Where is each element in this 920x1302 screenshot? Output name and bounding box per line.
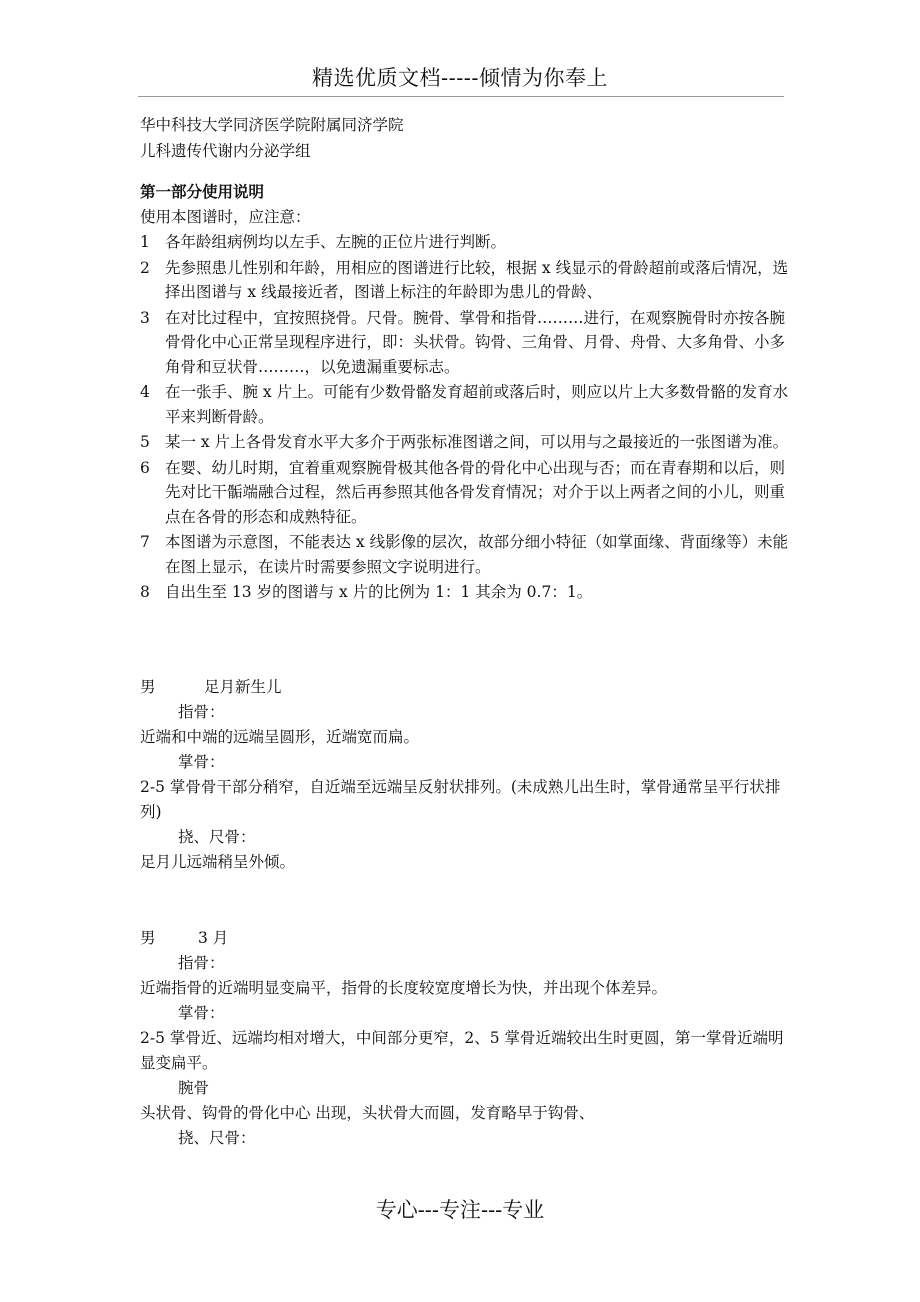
item-text: 在对比过程中，宜按照挠骨。尺骨。腕骨、掌骨和指骨………进行，在观察腕骨时亦按各腕骨骨化中心正常呈现程序进行，即：头状骨。钩骨、三角骨、月骨、舟骨、大多角骨、小多角骨和豆状骨………，以免遗漏重要标志。	[165, 308, 786, 376]
radius-label: 挠、尺骨：	[178, 827, 256, 846]
finger-text: 近端和中端的远端呈圆形，近端宽而扁。	[140, 727, 420, 746]
age-label: 足月新生儿	[204, 677, 282, 696]
metacarpal-text: 2-5 掌骨骨干部分稍窄，自近端至远端呈反射状排列。(未成熟儿出生时，掌骨通常呈平行状排列)	[140, 777, 781, 821]
affiliation-line-2: 儿科遗传代谢内分泌学组	[140, 142, 311, 160]
carpal-label: 腕骨	[178, 1078, 210, 1097]
affiliation-line-1: 华中科技大学同济医学院附属同济学院	[140, 116, 404, 134]
item-text: 先参照患儿性别和年龄，用相应的图谱进行比较，根据 x 线显示的骨龄超前或落后情况，选择出图谱与 x 线最接近者，图谱上标注的年龄即为患儿的骨龄、	[165, 258, 789, 301]
list-item	[140, 430, 790, 455]
list-item	[140, 256, 790, 305]
finger-text: 近端指骨的近端明显变扁平，指骨的长度较宽度增长为快，并出现个体差异。	[140, 978, 668, 997]
item-text: 自出生至 13 岁的图谱与 x 片的比例为 1：1 其余为 0.7：1。	[165, 583, 593, 601]
list-item	[140, 380, 790, 429]
page-header: 精选优质文档-----倾情为你奉上	[312, 66, 608, 90]
metacarpal-label: 掌骨：	[178, 1003, 225, 1022]
item-number: 7	[140, 533, 150, 551]
item-number: 4	[140, 383, 150, 401]
section-heading: 第一部分使用说明	[140, 182, 265, 201]
finger-label: 指骨：	[178, 953, 225, 972]
item-text: 在一张手、腕 x 片上。可能有少数骨骼发育超前或落后时，则应以片上大多数骨骼的发育水平来判断骨龄。	[165, 383, 789, 426]
age-label: 3 月	[198, 928, 229, 947]
radius-text: 足月儿远端稍呈外倾。	[140, 852, 296, 871]
metacarpal-label: 掌骨：	[178, 752, 225, 771]
item-text: 本图谱为示意图，不能表达 x 线影像的层次，故部分细小特征（如掌面缘、背面缘等）未能在图上显示，在读片时需要参照文字说明进行。	[165, 533, 789, 576]
item-text: 各年龄组病例均以左手、左腕的正位片进行判断。	[165, 233, 507, 251]
carpal-text: 头状骨、钩骨的骨化中心 出现，头状骨大而圆，发育略早于钩骨、	[140, 1103, 595, 1122]
list-item	[140, 230, 790, 255]
newborn-title	[140, 674, 790, 700]
list-item	[140, 530, 790, 579]
sex-label: 男	[140, 928, 156, 947]
radius-label: 挠、尺骨：	[178, 1128, 256, 1147]
three-month-title	[140, 925, 790, 951]
intro-text: 使用本图谱时，应注意：	[140, 208, 311, 226]
list-item	[140, 306, 790, 380]
sex-label: 男	[140, 677, 156, 696]
item-number: 5	[140, 433, 150, 451]
item-number: 1	[140, 233, 150, 251]
item-number: 3	[140, 308, 150, 327]
metacarpal-text: 2-5 掌骨近、远端均相对增大，中间部分更窄，2、5 掌骨近端较出生时更圆，第一掌骨近端明显变扁平。	[140, 1028, 784, 1072]
list-item	[140, 580, 790, 605]
header-rule	[138, 96, 784, 97]
list-item	[140, 456, 790, 530]
page-footer: 专心---专注---专业	[375, 1198, 545, 1222]
item-number: 8	[140, 583, 150, 601]
finger-label: 指骨：	[178, 702, 225, 721]
item-text: 某一 x 片上各骨发育水平大多介于两张标准图谱之间，可以用与之最接近的一张图谱为准。	[165, 433, 789, 451]
document-body	[140, 112, 790, 1151]
item-number: 2	[140, 258, 150, 277]
item-text: 在婴、幼儿时期，宜着重观察腕骨极其他各骨的骨化中心出现与否；而在青春期和以后，则先对比干骺端融合过程，然后再参照其他各骨发育情况；对介于以上两者之间的小儿，则重点在各骨的形态和成熟特征。	[165, 458, 786, 526]
item-number: 6	[140, 458, 150, 477]
